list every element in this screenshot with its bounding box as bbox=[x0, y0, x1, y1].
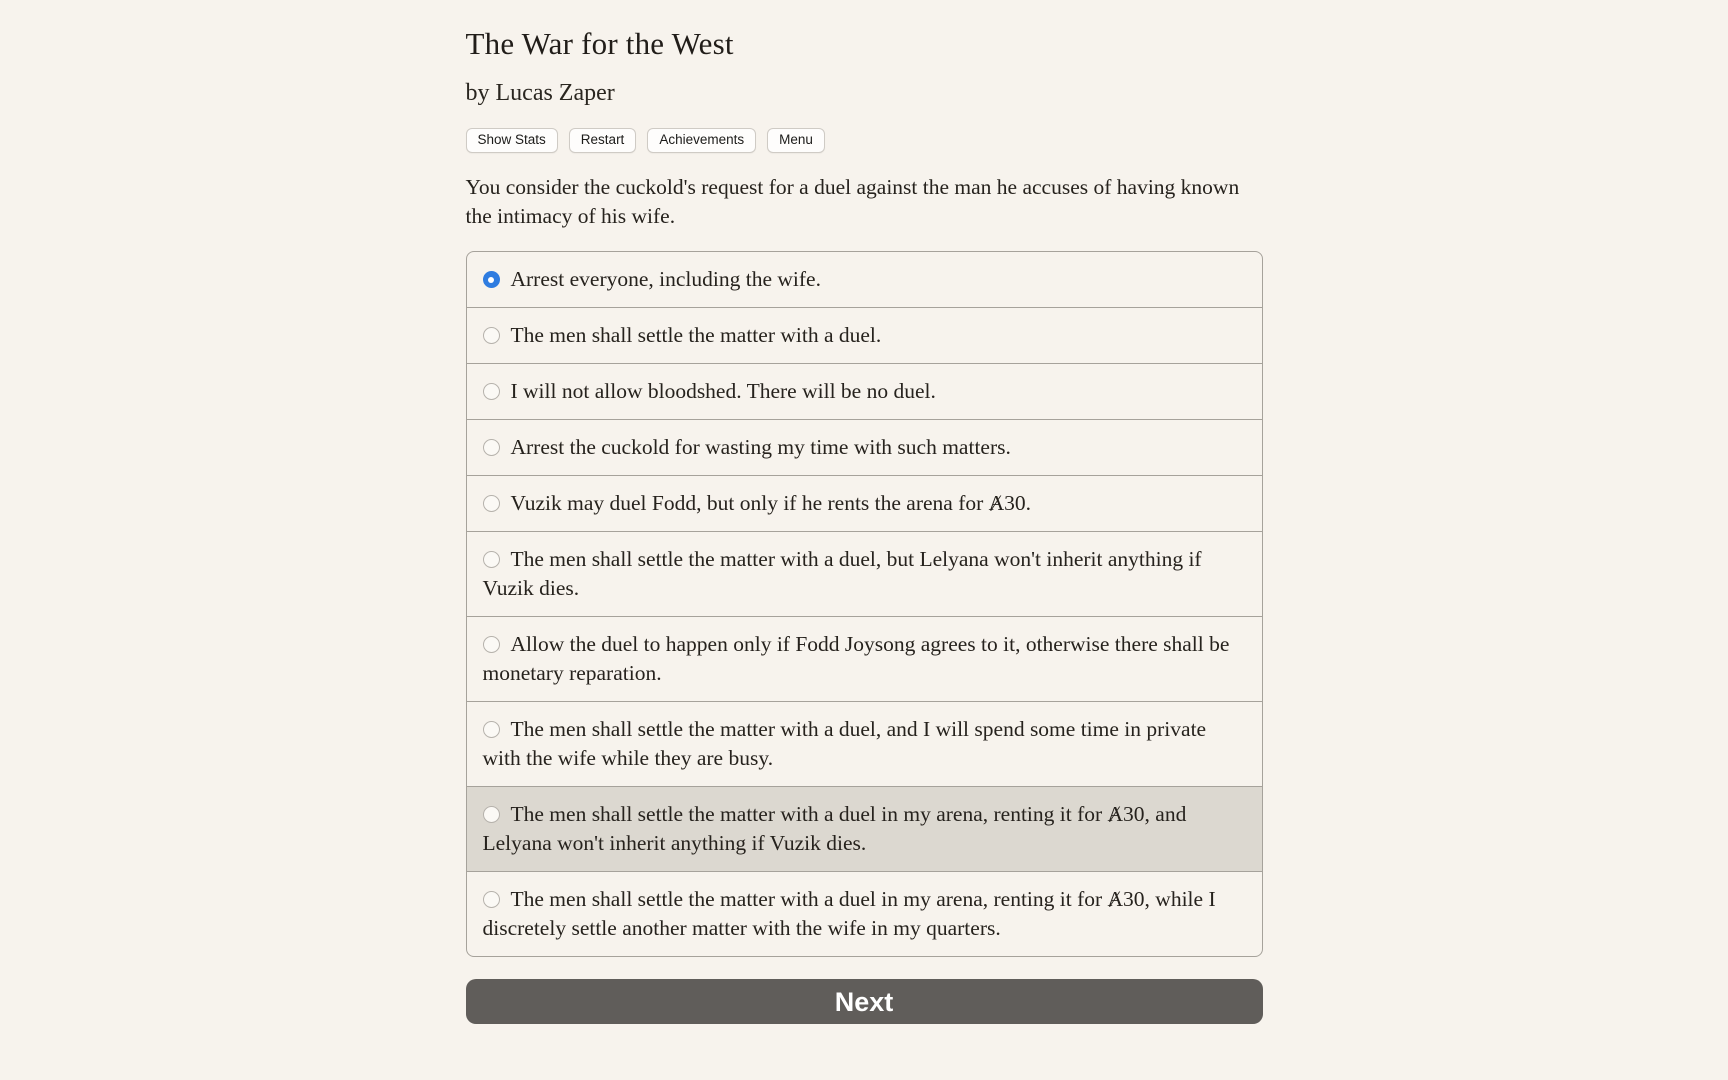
choice-label: The men shall settle the matter with a duel, and I will spend some time in private with the wife while they are busy. bbox=[482, 716, 1207, 770]
radio-icon[interactable] bbox=[483, 439, 500, 456]
achievements-button[interactable]: Achievements bbox=[647, 128, 756, 153]
choice-option[interactable] bbox=[467, 475, 1262, 531]
choice-label: I will not allow bloodshed. There will be no duel. bbox=[510, 378, 936, 403]
choice-option[interactable] bbox=[467, 701, 1262, 786]
choice-label: Vuzik may duel Fodd, but only if he rents the arena for Ⱥ30. bbox=[510, 490, 1032, 515]
choice-option[interactable] bbox=[467, 363, 1262, 419]
choice-option[interactable] bbox=[467, 307, 1262, 363]
radio-icon[interactable] bbox=[483, 383, 500, 400]
narrative-text: You consider the cuckold's request for a duel against the man he accuses of having known the intimacy of his wife. bbox=[465, 174, 1240, 228]
toolbar bbox=[466, 128, 1263, 153]
choice-option[interactable] bbox=[467, 252, 1262, 307]
choice-label: Allow the duel to happen only if Fodd Joysong agrees to it, otherwise there shall be monetary reparation. bbox=[482, 631, 1230, 685]
radio-icon[interactable] bbox=[483, 721, 500, 738]
choice-label: The men shall settle the matter with a duel in my arena, renting it for Ⱥ30, while I discretely settle another matter with the wife in my quarters. bbox=[482, 886, 1216, 940]
choices-list bbox=[466, 251, 1263, 957]
show-stats-button[interactable]: Show Stats bbox=[466, 128, 558, 153]
menu-button[interactable]: Menu bbox=[767, 128, 825, 153]
choice-label: Arrest everyone, including the wife. bbox=[510, 266, 821, 291]
radio-icon[interactable] bbox=[483, 891, 500, 908]
game-page bbox=[466, 0, 1263, 1024]
choice-label: The men shall settle the matter with a duel. bbox=[510, 322, 882, 347]
radio-icon[interactable] bbox=[483, 806, 500, 823]
radio-icon[interactable] bbox=[483, 551, 500, 568]
choice-option[interactable] bbox=[467, 531, 1262, 616]
choice-option[interactable] bbox=[467, 871, 1262, 956]
choice-label: The men shall settle the matter with a duel, but Lelyana won't inherit anything if Vuzik dies. bbox=[482, 546, 1202, 600]
choice-option[interactable] bbox=[467, 419, 1262, 475]
choice-option[interactable] bbox=[467, 616, 1262, 701]
game-author: by Lucas Zaper bbox=[465, 80, 615, 106]
radio-icon[interactable] bbox=[483, 495, 500, 512]
next-button[interactable]: Next bbox=[466, 979, 1263, 1024]
choice-label: Arrest the cuckold for wasting my time with such matters. bbox=[510, 434, 1011, 459]
radio-icon[interactable] bbox=[483, 636, 500, 653]
choice-option[interactable] bbox=[467, 786, 1262, 871]
game-title: The War for the West bbox=[465, 26, 734, 61]
choice-label: The men shall settle the matter with a duel in my arena, renting it for Ⱥ30, and Lelyana won't inherit anything if Vuzik dies. bbox=[482, 801, 1187, 855]
radio-icon[interactable] bbox=[483, 327, 500, 344]
restart-button[interactable]: Restart bbox=[569, 128, 637, 153]
radio-selected-icon[interactable] bbox=[483, 271, 500, 288]
